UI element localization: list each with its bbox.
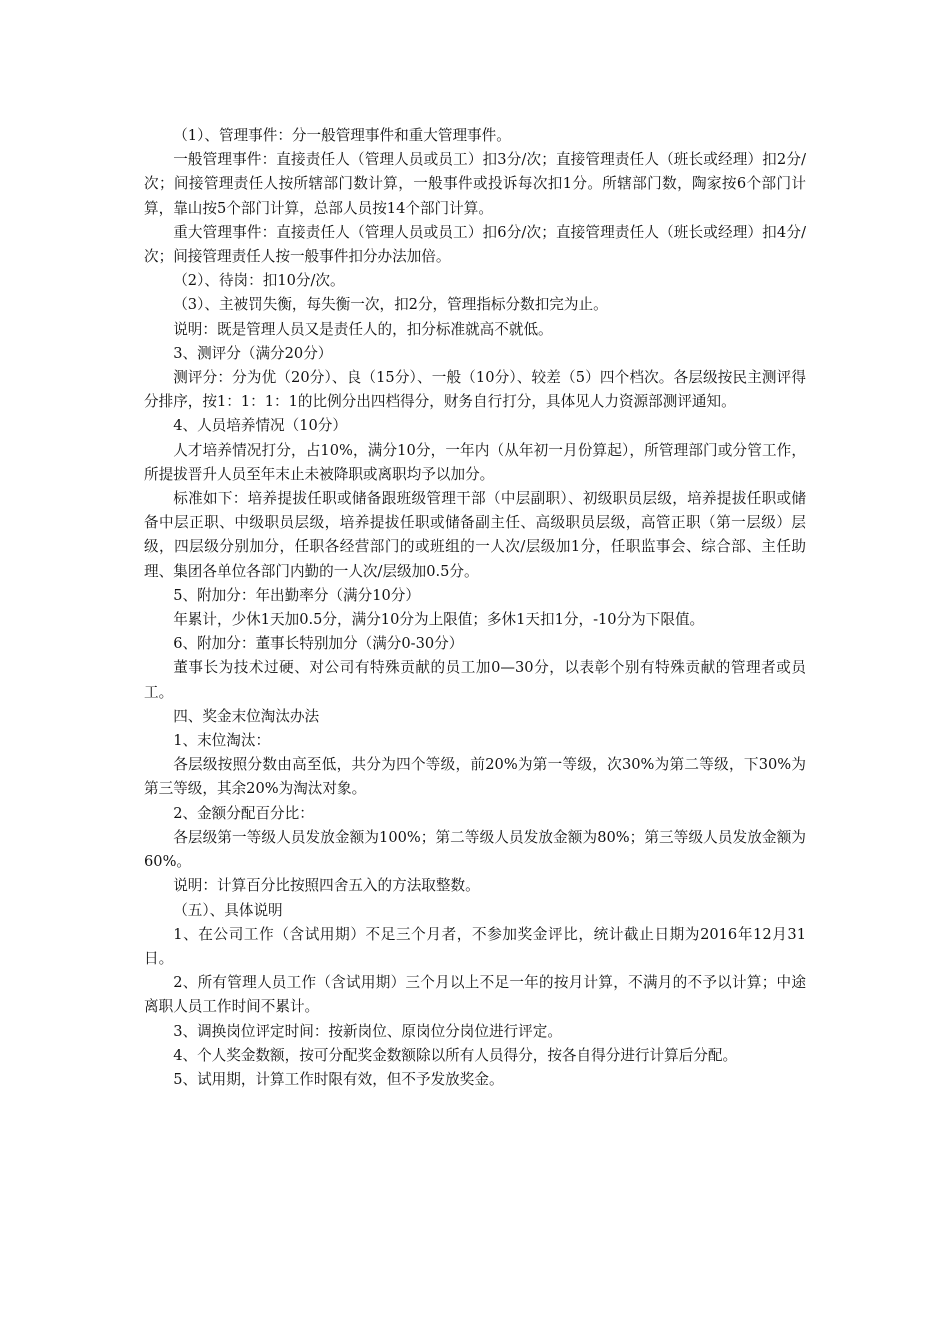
paragraph-evaluation-score: 测评分：分为优（20分）、良（15分）、一般（10分）、较差（5）四个档次。各层级按民主测评得分排序，按1：1：1：1的比例分出四档得分，财务自行打分，具体见人力资源部测评通知。 [144, 369, 806, 411]
paragraph-amount-distribution: 各层级第一等级人员发放金额为100%；第二等级人员发放金额为80%；第三等级人员发放金额为60%。 [144, 828, 806, 871]
heading-attendance-bonus: 5、附加分：年出勤率分（满分10分） [173, 586, 420, 604]
paragraph-training-standards: 标准如下：培养提拔任职或储备跟班级管理干部（中层副职）、初级职员层级，培养提拔任职或储备中层正职、中级职员层级，培养提拔任职或储备副主任、高级职员层级，高管正职（第一层级）层级，四层级分别加分，任职各经营部门的或班组的一人次/层级加1分，任职监事会、综合部、主任助理、集团各单位各部门内勤的一人次/层级加0.5分。 [144, 490, 806, 580]
paragraph-instruction-5: 5、试用期，计算工作时限有效，但不予发放奖金。 [173, 1070, 504, 1088]
paragraph-talent-training: 人才培养情况打分，占10%，满分10分，一年内（从年初一月份算起），所管理部门或分管工作，所提拔晋升人员至年末止未被降职或离职均予以加分。 [144, 441, 806, 483]
paragraph-instruction-1: 1、在公司工作（含试用期）不足三个月者，不参加奖金评比，统计截止日期为2016年12月31日。 [144, 925, 806, 967]
paragraph-note-deduction: 说明：既是管理人员又是责任人的，扣分标准就高不就低。 [173, 320, 553, 338]
paragraph-chairman-bonus: 董事长为技术过硬、对公司有特殊贡献的员工加0—30分，以表彰个别有特殊贡献的管理者或员工。 [144, 659, 806, 701]
paragraph-major-management-events: 重大管理事件：直接责任人（管理人员或员工）扣6分/次；直接管理责任人（班长或经理）扣4分/次；间接管理责任人按一般事件扣分办法加倍。 [144, 223, 806, 266]
heading-specific-instructions: （五）、具体说明 [173, 901, 283, 919]
paragraph-reward-imbalance: （3）、主被罚失衡，每失衡一次，扣2分，管理指标分数扣完为止。 [173, 296, 608, 314]
heading-elimination-method: 四、奖金末位淘汰办法 [173, 707, 320, 725]
heading-last-place-elimination: 1、末位淘汰： [173, 732, 271, 750]
paragraph-instruction-4: 4、个人奖金数额，按可分配奖金数额除以所有人员得分，按各自得分进行计算后分配。 [173, 1046, 738, 1064]
document-body [144, 124, 806, 1092]
paragraph-general-management-events: 一般管理事件：直接责任人（管理人员或员工）扣3分/次；直接管理责任人（班长或经理）扣2分/次；间接管理责任人按所辖部门数计算，一般事件或投诉每次扣1分。所辖部门数，陶家按6个部门计算，靠山按5个部门计算，总部人员按14个部门计算。 [144, 151, 806, 217]
paragraph-note-rounding: 说明：计算百分比按照四舍五入的方法取整数。 [173, 877, 480, 895]
paragraph-standby: （2）、待岗：扣10分/次。 [173, 272, 345, 290]
paragraph-management-events: （1）、管理事件：分一般管理事件和重大管理事件。 [173, 127, 511, 144]
heading-amount-distribution: 2、金额分配百分比： [173, 804, 314, 822]
paragraph-attendance-bonus: 年累计，少休1天加0.5分，满分10分为上限值；多休1天扣1分，-10分为下限值。 [173, 611, 705, 629]
paragraph-grade-levels: 各层级按照分数由高至低，共分为四个等级，前20%为第一等级，次30%为第二等级，下30%为第三等级，其余20%为淘汰对象。 [144, 756, 806, 798]
heading-personnel-training: 4、人员培养情况（10分） [173, 417, 347, 435]
heading-evaluation-score: 3、测评分（满分20分） [173, 344, 333, 362]
paragraph-instruction-3: 3、调换岗位评定时间：按新岗位、原岗位分岗位进行评定。 [173, 1022, 562, 1040]
heading-chairman-bonus: 6、附加分：董事长特别加分（满分0-30分） [173, 635, 464, 653]
paragraph-instruction-2: 2、所有管理人员工作（含试用期）三个月以上不足一年的按月计算，不满月的不予以计算；中途离职人员工作时间不累计。 [144, 974, 806, 1016]
